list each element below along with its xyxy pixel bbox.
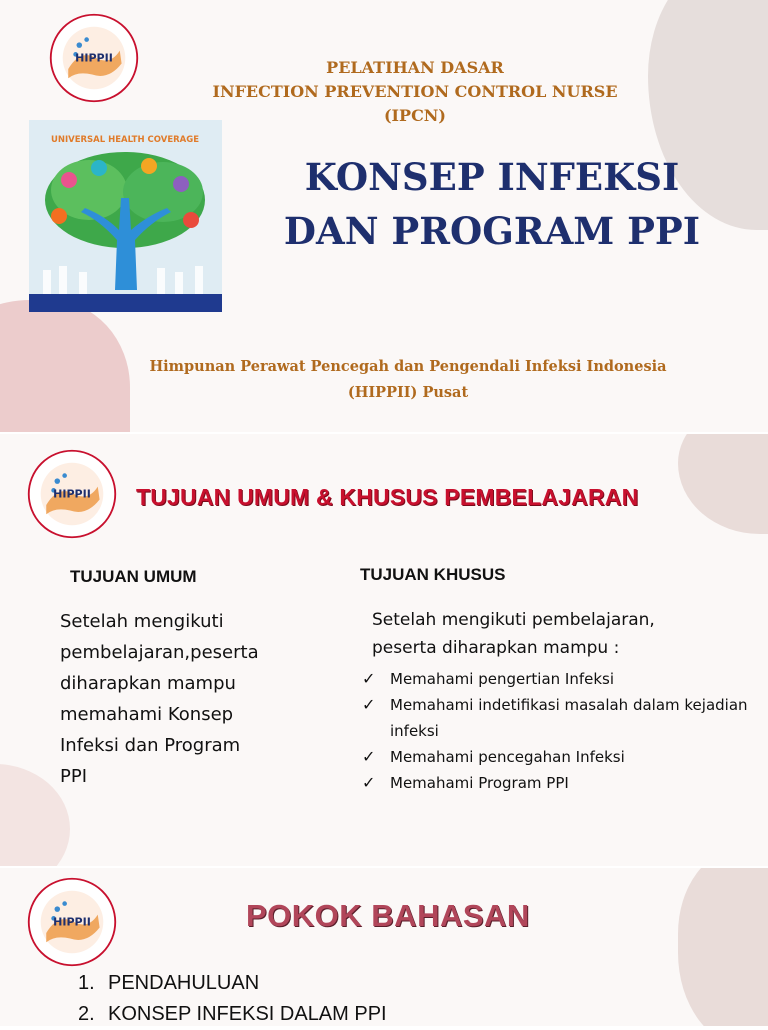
umum-line: memahami Konsep (60, 704, 234, 725)
universal-health-coverage-image (29, 120, 222, 312)
topics-title: POKOK BAHASAN (246, 898, 530, 933)
tujuan-umum-heading: TUJUAN UMUM (70, 567, 197, 586)
list-item-text: PENDAHULUAN (108, 972, 260, 994)
hippii-logo (26, 876, 118, 968)
tujuan-khusus-list (362, 666, 762, 796)
list-item-number: 2. (78, 1003, 95, 1025)
organization-line: Himpunan Perawat Pencegah dan Pengendali Infeksi Indonesia (149, 358, 667, 375)
list-item-text: Memahami Program PPI (390, 774, 569, 792)
list-item-number: 1. (78, 972, 95, 994)
list-item-text: Memahami pengertian Infeksi (390, 670, 615, 688)
umum-line: Setelah mengikuti (60, 611, 224, 632)
uhc-label: UNIVERSAL HEALTH COVERAGE (50, 135, 200, 145)
tujuan-khusus-intro (372, 606, 752, 662)
training-header (150, 56, 680, 128)
checkmark-icon: ✓ (362, 695, 376, 714)
logo-text: HIPPII (75, 51, 113, 65)
hippii-logo (48, 12, 140, 104)
organization-name (60, 354, 756, 406)
list-item (78, 999, 387, 1030)
khusus-intro-line: Setelah mengikuti pembelajaran, (372, 610, 655, 630)
decorative-blob-top-right (678, 432, 768, 534)
list-item (362, 744, 762, 770)
presentation-title (232, 150, 752, 258)
hippii-logo (26, 448, 118, 540)
list-item-text: Memahami pencegahan Infeksi (390, 748, 625, 766)
slide-cover (0, 0, 768, 432)
tujuan-khusus-heading: TUJUAN KHUSUS (360, 565, 506, 584)
umum-line: diharapkan mampu (60, 673, 236, 694)
list-item (78, 968, 387, 999)
checkmark-icon: ✓ (362, 669, 376, 688)
list-item-text: KONSEP INFEKSI DALAM PPI (108, 1003, 387, 1025)
umum-line: PPI (60, 766, 88, 787)
header-line: INFECTION PREVENTION CONTROL NURSE (212, 82, 618, 101)
list-item (362, 770, 762, 796)
tujuan-umum-text (60, 606, 310, 792)
header-line: PELATIHAN DASAR (326, 58, 504, 77)
checkmark-icon: ✓ (362, 773, 376, 792)
list-item-text: Memahami indetifikasi masalah dalam kejadian infeksi (390, 696, 748, 740)
title-line: KONSEP INFEKSI (304, 155, 680, 199)
logo-text: HIPPII (53, 487, 91, 501)
checkmark-icon: ✓ (362, 747, 376, 766)
decorative-blob-top-right (678, 866, 768, 1026)
list-item (362, 692, 762, 744)
umum-line: Infeksi dan Program (60, 735, 241, 756)
list-item (362, 666, 762, 692)
header-line: (IPCN) (383, 106, 446, 125)
title-line: DAN PROGRAM PPI (283, 209, 701, 253)
logo-text: HIPPII (53, 915, 91, 929)
umum-line: pembelajaran,peserta (60, 642, 259, 663)
organization-line: (HIPPII) Pusat (347, 384, 469, 401)
topics-list (78, 968, 387, 1030)
khusus-intro-line: peserta diharapkan mampu : (372, 638, 620, 658)
objectives-title: TUJUAN UMUM & KHUSUS PEMBELAJARAN (136, 484, 639, 510)
